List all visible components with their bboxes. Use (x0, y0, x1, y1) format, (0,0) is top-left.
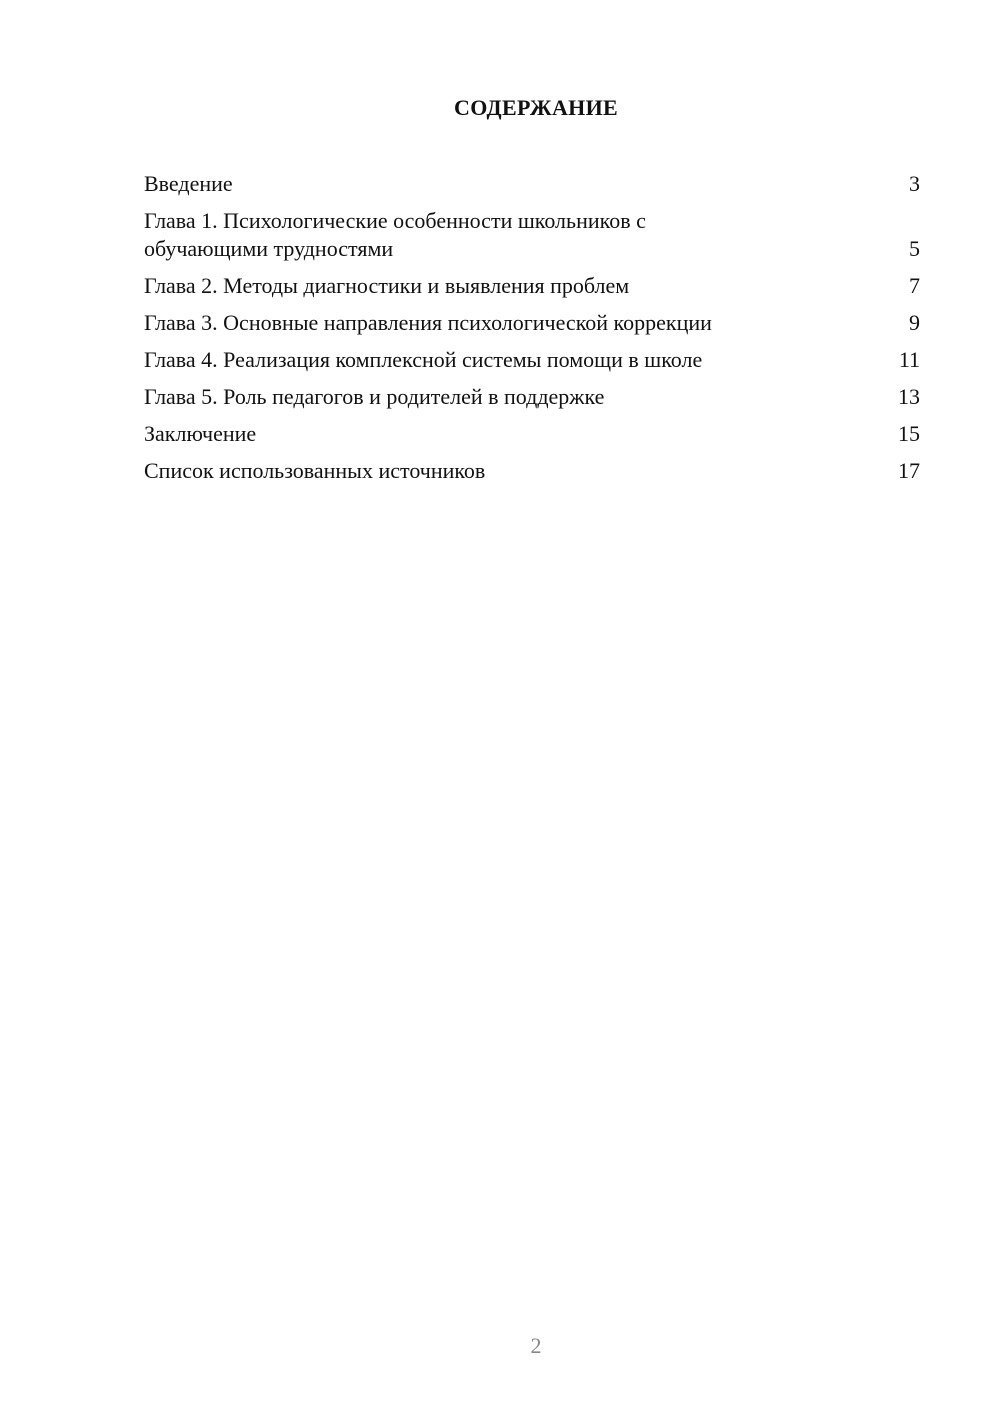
toc-entry-page: 5 (909, 236, 920, 261)
toc-entry-chapter-1 (144, 207, 920, 263)
toc-entry-chapter-4 (144, 346, 920, 374)
toc-entry-page: 11 (898, 347, 920, 372)
toc-entry-page: 7 (909, 273, 920, 298)
toc-entry-label: Глава 5. Роль педагогов и родителей в поддержке (144, 384, 605, 409)
toc-entry-chapter-2 (144, 272, 920, 300)
toc-entry-chapter-3 (144, 309, 920, 337)
toc-entry-label: Введение (144, 171, 233, 196)
toc-entry-label: Глава 1. Психологические особенности школьников с обучающими трудностями (144, 208, 646, 261)
toc-entry-references (144, 457, 920, 485)
toc-entry-label: Глава 4. Реализация комплексной системы помощи в школе (144, 347, 703, 372)
toc-title: СОДЕРЖАНИЕ (454, 95, 618, 120)
toc-entry-page: 3 (909, 171, 920, 196)
toc-entry-label: Заключение (144, 421, 257, 446)
toc-entry-page: 9 (909, 310, 920, 335)
toc-entry-label: Список использованных источников (144, 458, 486, 483)
toc-entry-label: Глава 2. Методы диагностики и выявления проблем (144, 273, 630, 298)
toc-entry-chapter-5 (144, 383, 920, 411)
toc-entry-page: 17 (898, 458, 920, 483)
toc-entry-label: Глава 3. Основные направления психологической коррекции (144, 310, 712, 335)
table-of-contents (144, 170, 920, 494)
toc-entry-conclusion (144, 420, 920, 448)
toc-entry-introduction (144, 170, 920, 198)
toc-entry-page: 15 (898, 421, 920, 446)
toc-entry-page: 13 (898, 384, 920, 409)
page-number: 2 (530, 1333, 542, 1358)
